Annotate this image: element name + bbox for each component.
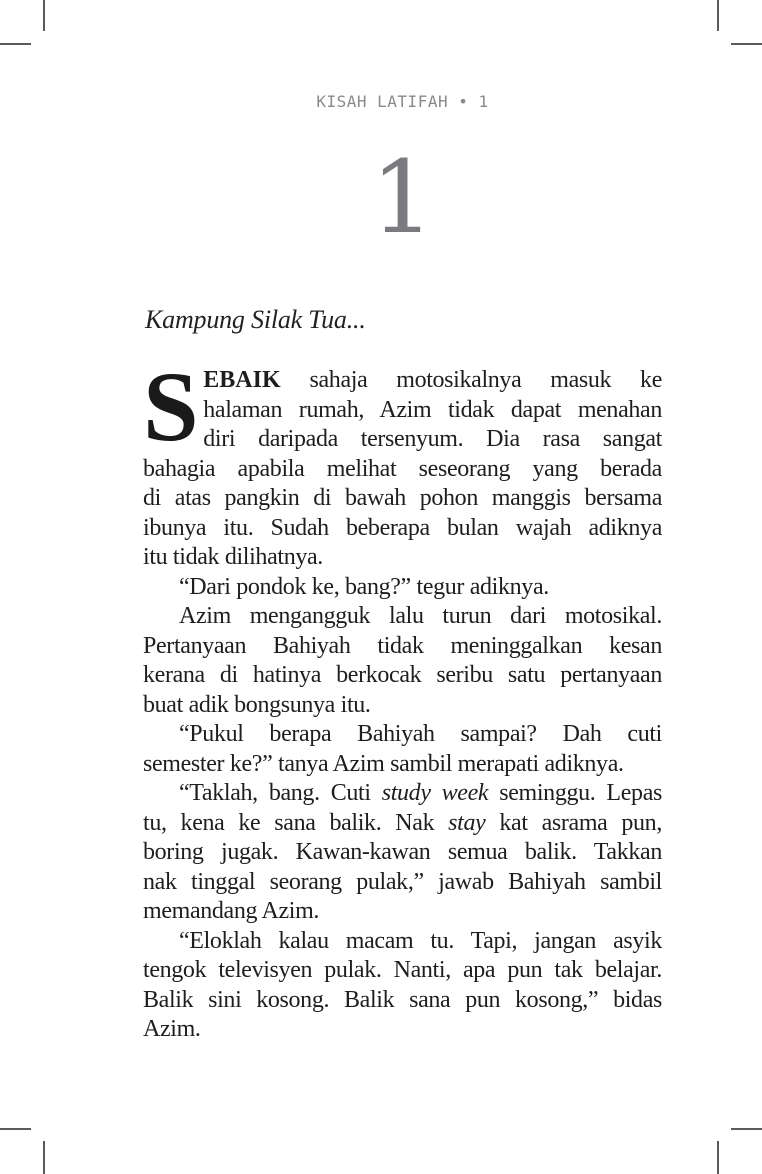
text-line: Balik sini kosong. Balik sana pun kosong,” bidas (143, 986, 662, 1013)
text-line: memandang Azim. (143, 898, 320, 924)
text-line: halaman rumah, Azim tidak dapat menahan (203, 396, 662, 423)
crop-mark-top-left-horizontal (0, 43, 31, 45)
text-line: kerana di hatinya berkocak seribu satu pertanyaan (143, 662, 662, 688)
text-line: “Taklah, bang. Cuti study week seminggu. Lepas (179, 780, 662, 806)
crop-mark-bottom-right-vertical (717, 1141, 719, 1174)
italic-text: study week (381, 780, 489, 806)
text-line: buat adik bongsunya itu. (143, 691, 371, 718)
text-line: tu, kena ke sana balik. Nak stay kat asrama pun, (143, 809, 662, 836)
body-text (143, 351, 662, 1045)
crop-mark-top-left-vertical (43, 0, 45, 31)
text-line: itu tidak dilihatnya. (143, 544, 323, 570)
text-line: semester ke?” tanya Azim sambil merapati adiknya. (143, 750, 624, 777)
italic-text: stay (448, 809, 486, 836)
text-line: tengok televisyen pulak. Nanti, apa pun tak belajar. (143, 957, 662, 983)
text-line: Azim mengangguk lalu turun dari motosikal. (179, 603, 662, 629)
crop-mark-bottom-left-vertical (43, 1141, 45, 1174)
text-line: diri daripada tersenyum. Dia rasa sangat (203, 426, 662, 452)
text-line: Azim. (143, 1016, 201, 1042)
text-line: “Dari pondok ke, bang?” tegur adiknya. (179, 573, 549, 600)
paragraph (143, 720, 662, 779)
crop-mark-bottom-right-horizontal (731, 1128, 762, 1130)
crop-mark-bottom-left-horizontal (0, 1128, 31, 1130)
text-line: EBAIK sahaja motosikalnya masuk ke (203, 367, 662, 393)
drop-cap: S (143, 351, 199, 462)
paragraph (143, 779, 662, 927)
chapter-number: 1 (370, 139, 435, 256)
text-line: bahagia apabila melihat seseorang yang berada (143, 455, 662, 482)
text-line: “Eloklah kalau macam tu. Tapi, jangan asyik (179, 927, 662, 954)
paragraph (143, 573, 662, 603)
crop-mark-top-right-vertical (717, 0, 719, 31)
text-line: nak tinggal seorang pulak,” jawab Bahiyah sambil (143, 868, 662, 895)
text-line: ibunya itu. Sudah beberapa bulan wajah adiknya (143, 514, 662, 541)
paragraph (143, 927, 662, 1045)
running-header: KISAH LATIFAH • 1 (316, 92, 489, 111)
paragraph (143, 351, 662, 573)
crop-mark-top-right-horizontal (731, 43, 762, 45)
text-line: di atas pangkin di bawah pohon manggis bersama (143, 485, 662, 511)
paragraph (143, 602, 662, 720)
text-line: Pertanyaan Bahiyah tidak meninggalkan kesan (143, 632, 662, 659)
bold-text: EBAIK (203, 367, 281, 393)
text-line: “Pukul berapa Bahiyah sampai? Dah cuti (179, 721, 662, 747)
scene-setting-line: Kampung Silak Tua... (145, 305, 366, 334)
text-line: boring jugak. Kawan-kawan semua balik. Takkan (143, 839, 662, 865)
